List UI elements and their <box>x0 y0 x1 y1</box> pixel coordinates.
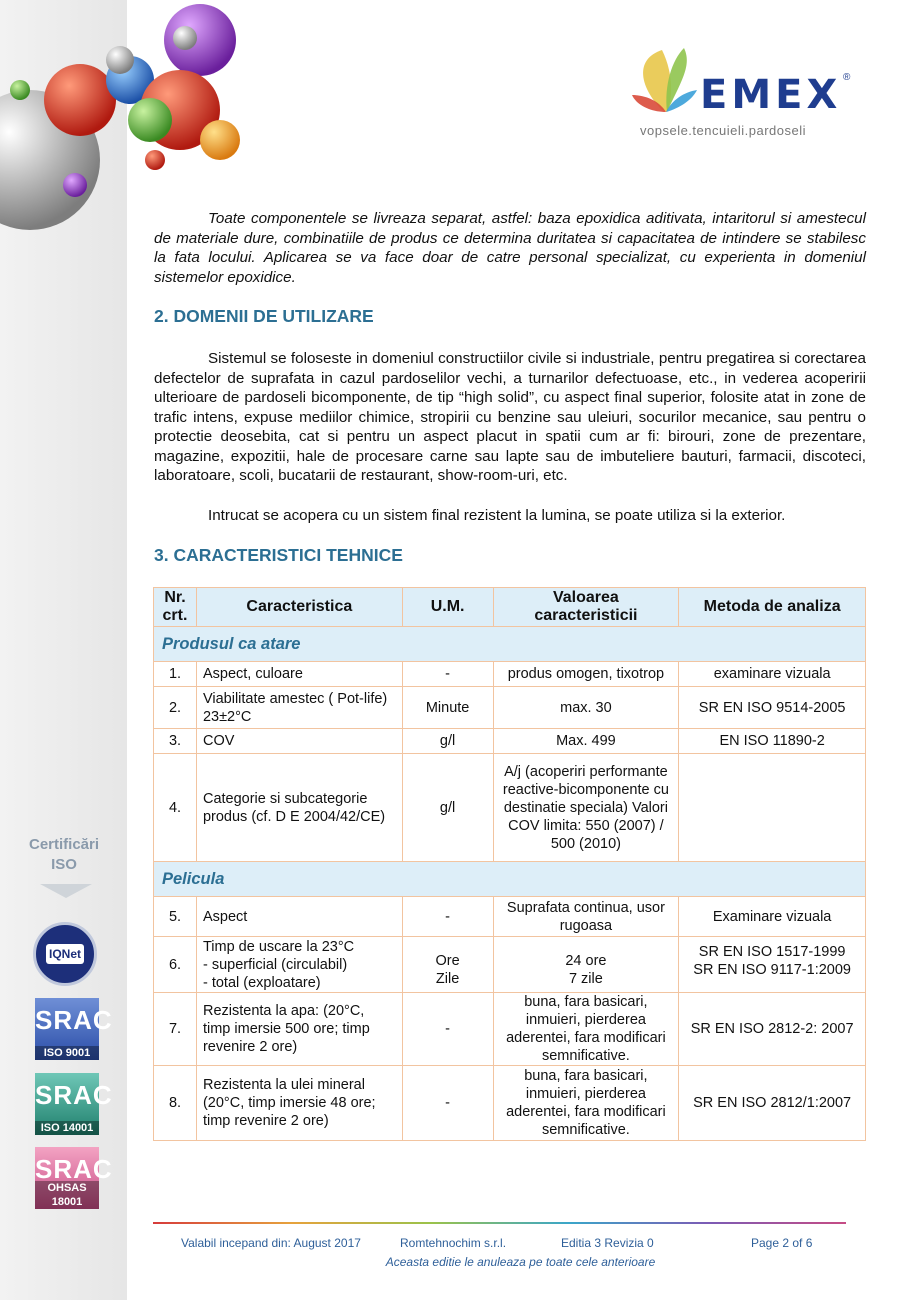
table-row <box>154 993 866 1066</box>
cell-um: g/l <box>402 729 493 754</box>
badge-iso-text: ISO 14001 <box>35 1121 99 1135</box>
intro-paragraph: Toate componentele se livreaza separat, astfel: baza epoxidica aditivata, intaritorul si amestecul de materiale dure, combinatiile de produs ce determina duritatea si capacitatea de intindere se stabilesc la fata locului. Aplicarea se va face doar de catre personal specializat, cu experienta in domeniul sistemelor epoxidice. <box>154 210 866 286</box>
cell-metoda: SR EN ISO 9514-2005 <box>679 687 866 729</box>
srac-ohsas18001-badge-icon <box>35 1147 113 1209</box>
cell-nr: 1. <box>154 662 197 687</box>
group-label: Pelicula <box>154 862 866 897</box>
cell-valoare: buna, fara basicari, inmuieri, pierderea aderentei, fara modificari semnificative. <box>493 993 679 1066</box>
cell-nr: 2. <box>154 687 197 729</box>
footer-note: Aceasta editie le anuleaza pe toate cele anterioare <box>385 1255 656 1269</box>
table-row <box>154 662 866 687</box>
cell-caracteristica: Categorie si subcategorie produs (cf. D E 2004/42/CE) <box>196 754 402 862</box>
cell-valoare: produs omogen, tixotrop <box>493 662 679 687</box>
cert-label-line2: ISO <box>51 856 77 873</box>
section-2-heading: 2. DOMENII DE UTILIZARE <box>154 306 374 326</box>
cell-um: Minute <box>402 687 493 729</box>
srac-iso14001-badge-icon <box>35 1073 113 1135</box>
cell-caracteristica: COV <box>196 729 402 754</box>
cell-nr: 5. <box>154 897 197 937</box>
cell-valoare: Max. 499 <box>493 729 679 754</box>
cert-label-line1: Certificări <box>28 836 100 853</box>
cell-caracteristica: Viabilitate amestec ( Pot-life) 23±2°C <box>196 687 402 729</box>
table-row <box>154 1066 866 1141</box>
cell-caracteristica: Rezistenta la ulei mineral (20°C, timp imersie 48 ore; timp revenire 2 ore) <box>196 1066 402 1141</box>
footer-edition: Editia 3 Revizia 0 <box>561 1236 654 1250</box>
cell-caracteristica: Timp de uscare la 23°C - superficial (circulabil) - total (exploatare) <box>196 937 402 993</box>
cell-nr: 7. <box>154 993 197 1066</box>
header-valoare: Valoarea caracteristicii <box>493 588 679 627</box>
group-row <box>154 627 866 662</box>
cell-valoare: max. 30 <box>493 687 679 729</box>
cert-label <box>14 835 114 875</box>
cell-caracteristica: Aspect <box>196 897 402 937</box>
cell-um: Ore Zile <box>402 937 493 993</box>
footer-divider <box>153 1222 846 1224</box>
cell-valoare: buna, fara basicari, inmuieri, pierderea aderentei, fara modificari semnificative. <box>493 1066 679 1141</box>
header-caracteristica: Caracteristica <box>196 588 402 627</box>
logo-tagline: vopsele.tencuieli.pardoseli <box>640 123 806 138</box>
cell-metoda: examinare vizuala <box>679 662 866 687</box>
section-2-paragraph-2: Intrucat se acopera cu un sistem final rezistent la lumina, se poate utiliza si la exterior. <box>208 507 786 524</box>
registered-mark: ® <box>843 72 851 83</box>
cell-um: - <box>402 662 493 687</box>
cell-metoda: Examinare vizuala <box>679 897 866 937</box>
srac-iso9001-badge-icon <box>35 998 113 1060</box>
header-metoda: Metoda de analiza <box>679 588 866 627</box>
section-3-heading: 3. CARACTERISTICI TEHNICE <box>154 545 403 565</box>
cell-valoare: A/j (acoperiri performante reactive-bicomponente cu destinatie speciala) Valori COV limita: 550 (2007) / 500 (2010) <box>493 754 679 862</box>
cell-metoda: SR EN ISO 1517-1999 SR EN ISO 9117-1:2009 <box>679 937 866 993</box>
footer-valid-from: Valabil incepand din: August 2017 <box>181 1236 361 1250</box>
footer-company: Romtehnochim s.r.l. <box>400 1236 507 1250</box>
iqnet-badge-label: IQNet <box>46 944 84 964</box>
cell-um: - <box>402 897 493 937</box>
cell-nr: 8. <box>154 1066 197 1141</box>
header-um: U.M. <box>402 588 493 627</box>
cell-valoare: Suprafata continua, usor rugoasa <box>493 897 679 937</box>
table-row <box>154 729 866 754</box>
table-row <box>154 897 866 937</box>
table-row <box>154 754 866 862</box>
group-label: Produsul ca atare <box>154 627 866 662</box>
cell-caracteristica: Rezistenta la apa: (20°C, timp imersie 500 ore; timp revenire 2 ore) <box>196 993 402 1066</box>
cell-nr: 4. <box>154 754 197 862</box>
cell-valoare: 24 ore 7 zile <box>493 937 679 993</box>
cell-metoda: SR EN ISO 2812/1:2007 <box>679 1066 866 1141</box>
badge-srac-text: SRAC <box>35 1080 113 1110</box>
cell-nr: 3. <box>154 729 197 754</box>
badge-srac-text: SRAC <box>35 1005 113 1035</box>
logo-wordmark: EMEX <box>700 72 842 118</box>
cell-um: - <box>402 1066 493 1141</box>
section-2-paragraph-1: Sistemul se foloseste in domeniul constructiilor civile si industriale, pentru pregatirea si corectarea defectelor de suprafata in cazul pardoselilor vechi, a turnarilor defectuoase, etc., in vederea acoperirii ulterioare de pardoseli bicomponente, de tip “high solid”, cu aspect final superior, folosite atat in zone de trafic intens, expuse mediilor chimice, stropirii cu benzine sau uleiuri, socurilor mecanice, sau pentru o protectie deosebita, cat si pentru un aspect placut in spatii cum ar fi: birouri, zone de prezentare, magazine, expozitii, hale de procesare carne sau lapte sau de imbuteliere bauturi, farmacii, discoteci, laboratoare, scoli, bucatarii de restaurant, show-room-uri, etc. <box>154 350 866 484</box>
cell-metoda: EN ISO 11890-2 <box>679 729 866 754</box>
cell-um: - <box>402 993 493 1066</box>
cell-nr: 6. <box>154 937 197 993</box>
table-row <box>154 937 866 993</box>
footer-page-number: Page 2 of 6 <box>751 1236 813 1250</box>
decorative-spheres <box>0 0 260 240</box>
group-row <box>154 862 866 897</box>
cert-arrow-icon <box>40 884 92 898</box>
badge-srac-text: SRAC <box>35 1154 113 1184</box>
cell-metoda <box>679 754 866 862</box>
cell-caracteristica: Aspect, culoare <box>196 662 402 687</box>
table-row <box>154 687 866 729</box>
cell-metoda: SR EN ISO 2812-2: 2007 <box>679 993 866 1066</box>
badge-iso-text: OHSAS 18001 <box>35 1181 99 1209</box>
header-nr: Nr. crt. <box>154 588 197 627</box>
iqnet-badge-icon <box>33 922 97 986</box>
table-header-row <box>154 588 866 627</box>
badge-iso-text: ISO 9001 <box>35 1046 99 1060</box>
cell-um: g/l <box>402 754 493 862</box>
technical-specs-table <box>153 587 866 1141</box>
